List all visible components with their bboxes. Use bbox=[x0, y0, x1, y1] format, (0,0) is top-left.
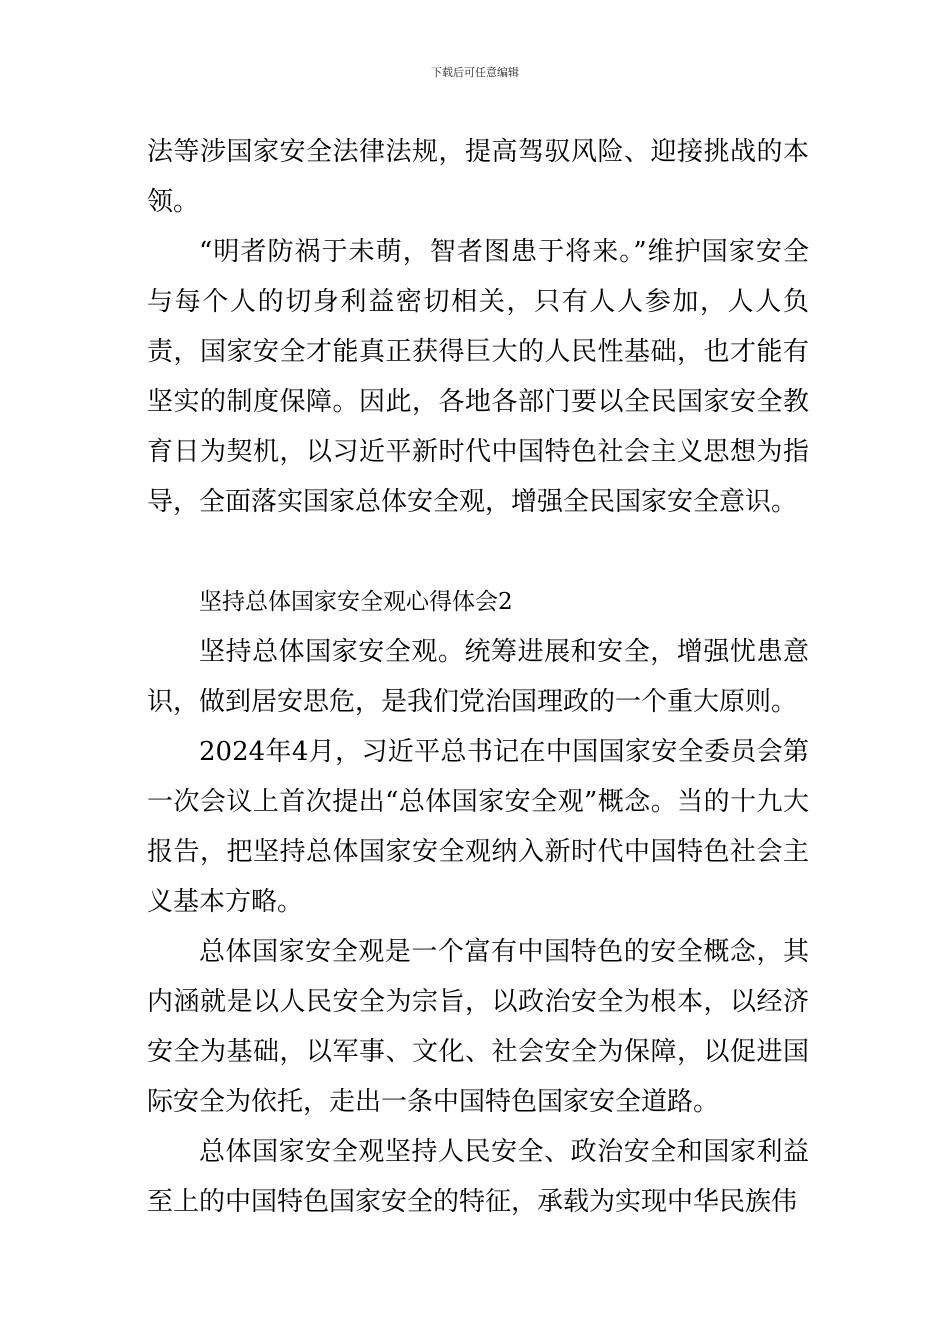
page-header: 下载后可任意编辑 bbox=[431, 66, 519, 79]
paragraph-history: 2024年4月，习近平总书记在中国国家安全委员会第一次会议上首次提出“总体国家安全观”概念。当的十九大报告，把坚持总体国家安全观纳入新时代中国特色社会主义基本方略。 bbox=[147, 737, 809, 917]
paragraph-continued: 法等涉国家安全法律法规，提高驾驭风险、迎接挑战的本领。 bbox=[147, 137, 809, 217]
paragraph-quote: “明者防祸于未萌，智者图患于将来。”维护国家安全与每个人的切身利益密切相关，只有人人参加，人人负责，国家安全才能真正获得巨大的人民性基础，也才能有坚实的制度保障。因此，各地各部门要以全民国家安全教育日为契机，以习近平新时代中国特色社会主义思想为指导，全面落实国家总体安全观，增强全民国家安全意识。 bbox=[147, 237, 809, 517]
paragraph-features: 总体国家安全观坚持人民安全、政治安全和国家利益至上的中国特色国家安全的特征，承载为实现中华民族伟 bbox=[147, 1137, 809, 1217]
document-body bbox=[147, 127, 809, 1227]
section-title: 坚持总体国家安全观心得体会2 bbox=[199, 589, 513, 615]
paragraph-concept: 总体国家安全观是一个富有中国特色的安全概念，其内涵就是以人民安全为宗旨，以政治安全为根本，以经济安全为基础，以军事、文化、社会安全为保障，以促进国际安全为依托，走出一条中国特色国家安全道路。 bbox=[147, 937, 809, 1117]
paragraph-intro: 坚持总体国家安全观。统筹进展和安全，增强忧患意识，做到居安思危，是我们党治国理政的一个重大原则。 bbox=[147, 637, 809, 717]
